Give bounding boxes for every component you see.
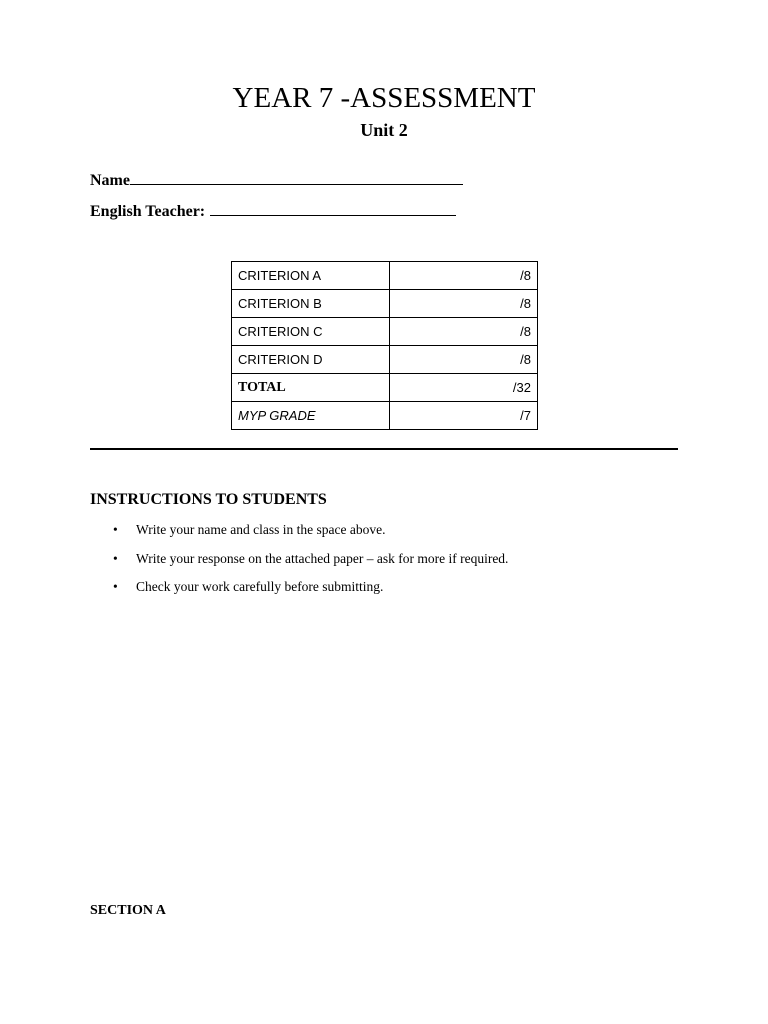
- english-teacher-field: [90, 199, 456, 222]
- instructions-list: [90, 520, 508, 606]
- bullet-icon: •: [113, 522, 118, 537]
- total-score: /32: [390, 374, 538, 402]
- section-a-heading: SECTION A: [90, 903, 166, 918]
- bullet-icon: •: [113, 550, 118, 566]
- document-title: YEAR 7 -ASSESSMENT: [232, 82, 536, 114]
- bullet-icon: •: [113, 579, 118, 594]
- criterion-d-score: /8: [390, 346, 538, 374]
- instruction-text: Write your response on the attached paper – ask for more if required.: [136, 550, 509, 566]
- table-row: [232, 402, 538, 430]
- table-row: [232, 346, 538, 374]
- list-item: [90, 577, 508, 606]
- criterion-c-score: /8: [390, 318, 538, 346]
- total-label: TOTAL: [232, 374, 390, 402]
- instruction-text: Check your work carefully before submitting.: [136, 579, 384, 594]
- table-row: [232, 290, 538, 318]
- horizontal-divider: [90, 448, 678, 450]
- criterion-a-score: /8: [390, 262, 538, 290]
- list-item: [90, 549, 508, 578]
- table-row: [232, 374, 538, 402]
- criterion-d-label: CRITERION D: [232, 346, 390, 374]
- table-row: [232, 262, 538, 290]
- myp-grade-score: /7: [390, 402, 538, 430]
- criterion-c-label: CRITERION C: [232, 318, 390, 346]
- instructions-heading: INSTRUCTIONS TO STUDENTS: [90, 491, 327, 508]
- name-blank-line[interactable]: [130, 168, 463, 185]
- criteria-score-table: [231, 261, 538, 430]
- name-field: [90, 168, 463, 191]
- document-subtitle: Unit 2: [360, 120, 408, 140]
- criterion-a-label: CRITERION A: [232, 262, 390, 290]
- table-row: [232, 318, 538, 346]
- instruction-text: Write your name and class in the space above.: [136, 522, 386, 537]
- criterion-b-score: /8: [390, 290, 538, 318]
- english-teacher-blank-line[interactable]: [210, 199, 456, 216]
- name-label: Name: [90, 172, 130, 189]
- myp-grade-label: MYP GRADE: [232, 402, 390, 430]
- list-item: [90, 520, 508, 549]
- english-teacher-label: English Teacher:: [90, 203, 206, 220]
- criterion-b-label: CRITERION B: [232, 290, 390, 318]
